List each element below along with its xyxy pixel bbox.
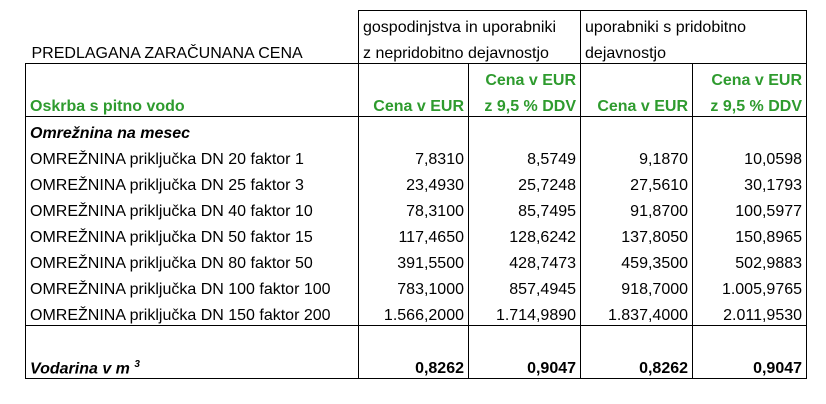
header-row-2 bbox=[26, 37, 807, 64]
row-value: 91,8700 bbox=[581, 195, 693, 221]
group-commercial-header-line2: dejavnostjo bbox=[581, 37, 807, 64]
row-value: 1.714,9890 bbox=[469, 299, 581, 326]
row-label: OMREŽNINA priključka DN 20 faktor 1 bbox=[26, 143, 359, 169]
subheading: Omrežnina na mesec bbox=[26, 117, 359, 144]
row-label: OMREŽNINA priključka DN 25 faktor 3 bbox=[26, 169, 359, 195]
group-households-header-line2: z nepridobitno dejavnostjo bbox=[359, 37, 581, 64]
row-value: 918,7000 bbox=[581, 273, 693, 299]
group-commercial-header-line1: uporabniki s pridobitno bbox=[581, 11, 807, 38]
row-value: 783,1000 bbox=[359, 273, 469, 299]
table-row bbox=[26, 247, 807, 273]
row-value: 85,7495 bbox=[469, 195, 581, 221]
col-price-vat-line2-commercial: z 9,5 % DDV bbox=[693, 90, 807, 117]
subheading-row bbox=[26, 117, 807, 144]
price-table-container bbox=[25, 10, 806, 379]
row-value: 428,7473 bbox=[469, 247, 581, 273]
vodarina-label: Vodarina v m $^3$ bbox=[26, 352, 359, 379]
table-title: PREDLAGANA ZARAČUNANA CENA bbox=[31, 45, 303, 62]
vodarina-value: 0,9047 bbox=[693, 352, 807, 379]
table-row bbox=[26, 299, 807, 326]
row-value: 23,4930 bbox=[359, 169, 469, 195]
row-value: 25,7248 bbox=[469, 169, 581, 195]
table-row bbox=[26, 143, 807, 169]
row-value: 128,6242 bbox=[469, 221, 581, 247]
row-label: OMREŽNINA priključka DN 80 faktor 50 bbox=[26, 247, 359, 273]
row-value: 2.011,9530 bbox=[693, 299, 807, 326]
row-value: 30,1793 bbox=[693, 169, 807, 195]
row-value: 459,3500 bbox=[581, 247, 693, 273]
col-price-commercial: Cena v EUR bbox=[581, 90, 693, 117]
row-value: 8,5749 bbox=[469, 143, 581, 169]
header-row-3 bbox=[26, 64, 807, 91]
row-value: 391,5500 bbox=[359, 247, 469, 273]
row-label: OMREŽNINA priključka DN 40 faktor 10 bbox=[26, 195, 359, 221]
header-row-4 bbox=[26, 90, 807, 117]
row-value: 137,8050 bbox=[581, 221, 693, 247]
col-price-vat-line2-households: z 9,5 % DDV bbox=[469, 90, 581, 117]
row-value: 7,8310 bbox=[359, 143, 469, 169]
row-value: 1.837,4000 bbox=[581, 299, 693, 326]
row-label: OMREŽNINA priključka DN 150 faktor 200 bbox=[26, 299, 359, 326]
row-value: 9,1870 bbox=[581, 143, 693, 169]
table-row bbox=[26, 273, 807, 299]
row-value: 10,0598 bbox=[693, 143, 807, 169]
row-value: 502,9883 bbox=[693, 247, 807, 273]
vodarina-unit-exponent: 3 bbox=[134, 358, 140, 370]
price-table bbox=[25, 10, 807, 379]
row-value: 1.005,9765 bbox=[693, 273, 807, 299]
vodarina-value: 0,9047 bbox=[469, 352, 581, 379]
row-label: OMREŽNINA priključka DN 50 faktor 15 bbox=[26, 221, 359, 247]
row-value: 27,5610 bbox=[581, 169, 693, 195]
section-label: Oskrba s pitno vodo bbox=[26, 90, 359, 117]
vodarina-value: 0,8262 bbox=[581, 352, 693, 379]
row-value: 117,4650 bbox=[359, 221, 469, 247]
vodarina-value: 0,8262 bbox=[359, 352, 469, 379]
row-value: 78,3100 bbox=[359, 195, 469, 221]
row-label: OMREŽNINA priključka DN 100 faktor 100 bbox=[26, 273, 359, 299]
vodarina-row bbox=[26, 352, 807, 379]
spacer-row bbox=[26, 326, 807, 353]
table-row bbox=[26, 169, 807, 195]
row-value: 857,4945 bbox=[469, 273, 581, 299]
row-value: 150,8965 bbox=[693, 221, 807, 247]
header-row-1 bbox=[26, 11, 807, 38]
col-price-vat-line1-commercial: Cena v EUR bbox=[693, 64, 807, 91]
row-value: 100,5977 bbox=[693, 195, 807, 221]
col-price-households: Cena v EUR bbox=[359, 90, 469, 117]
table-row bbox=[26, 221, 807, 247]
row-value: 1.566,2000 bbox=[359, 299, 469, 326]
group-households-header-line1: gospodinjstva in uporabniki bbox=[359, 11, 581, 38]
col-price-vat-line1-households: Cena v EUR bbox=[469, 64, 581, 91]
table-row bbox=[26, 195, 807, 221]
